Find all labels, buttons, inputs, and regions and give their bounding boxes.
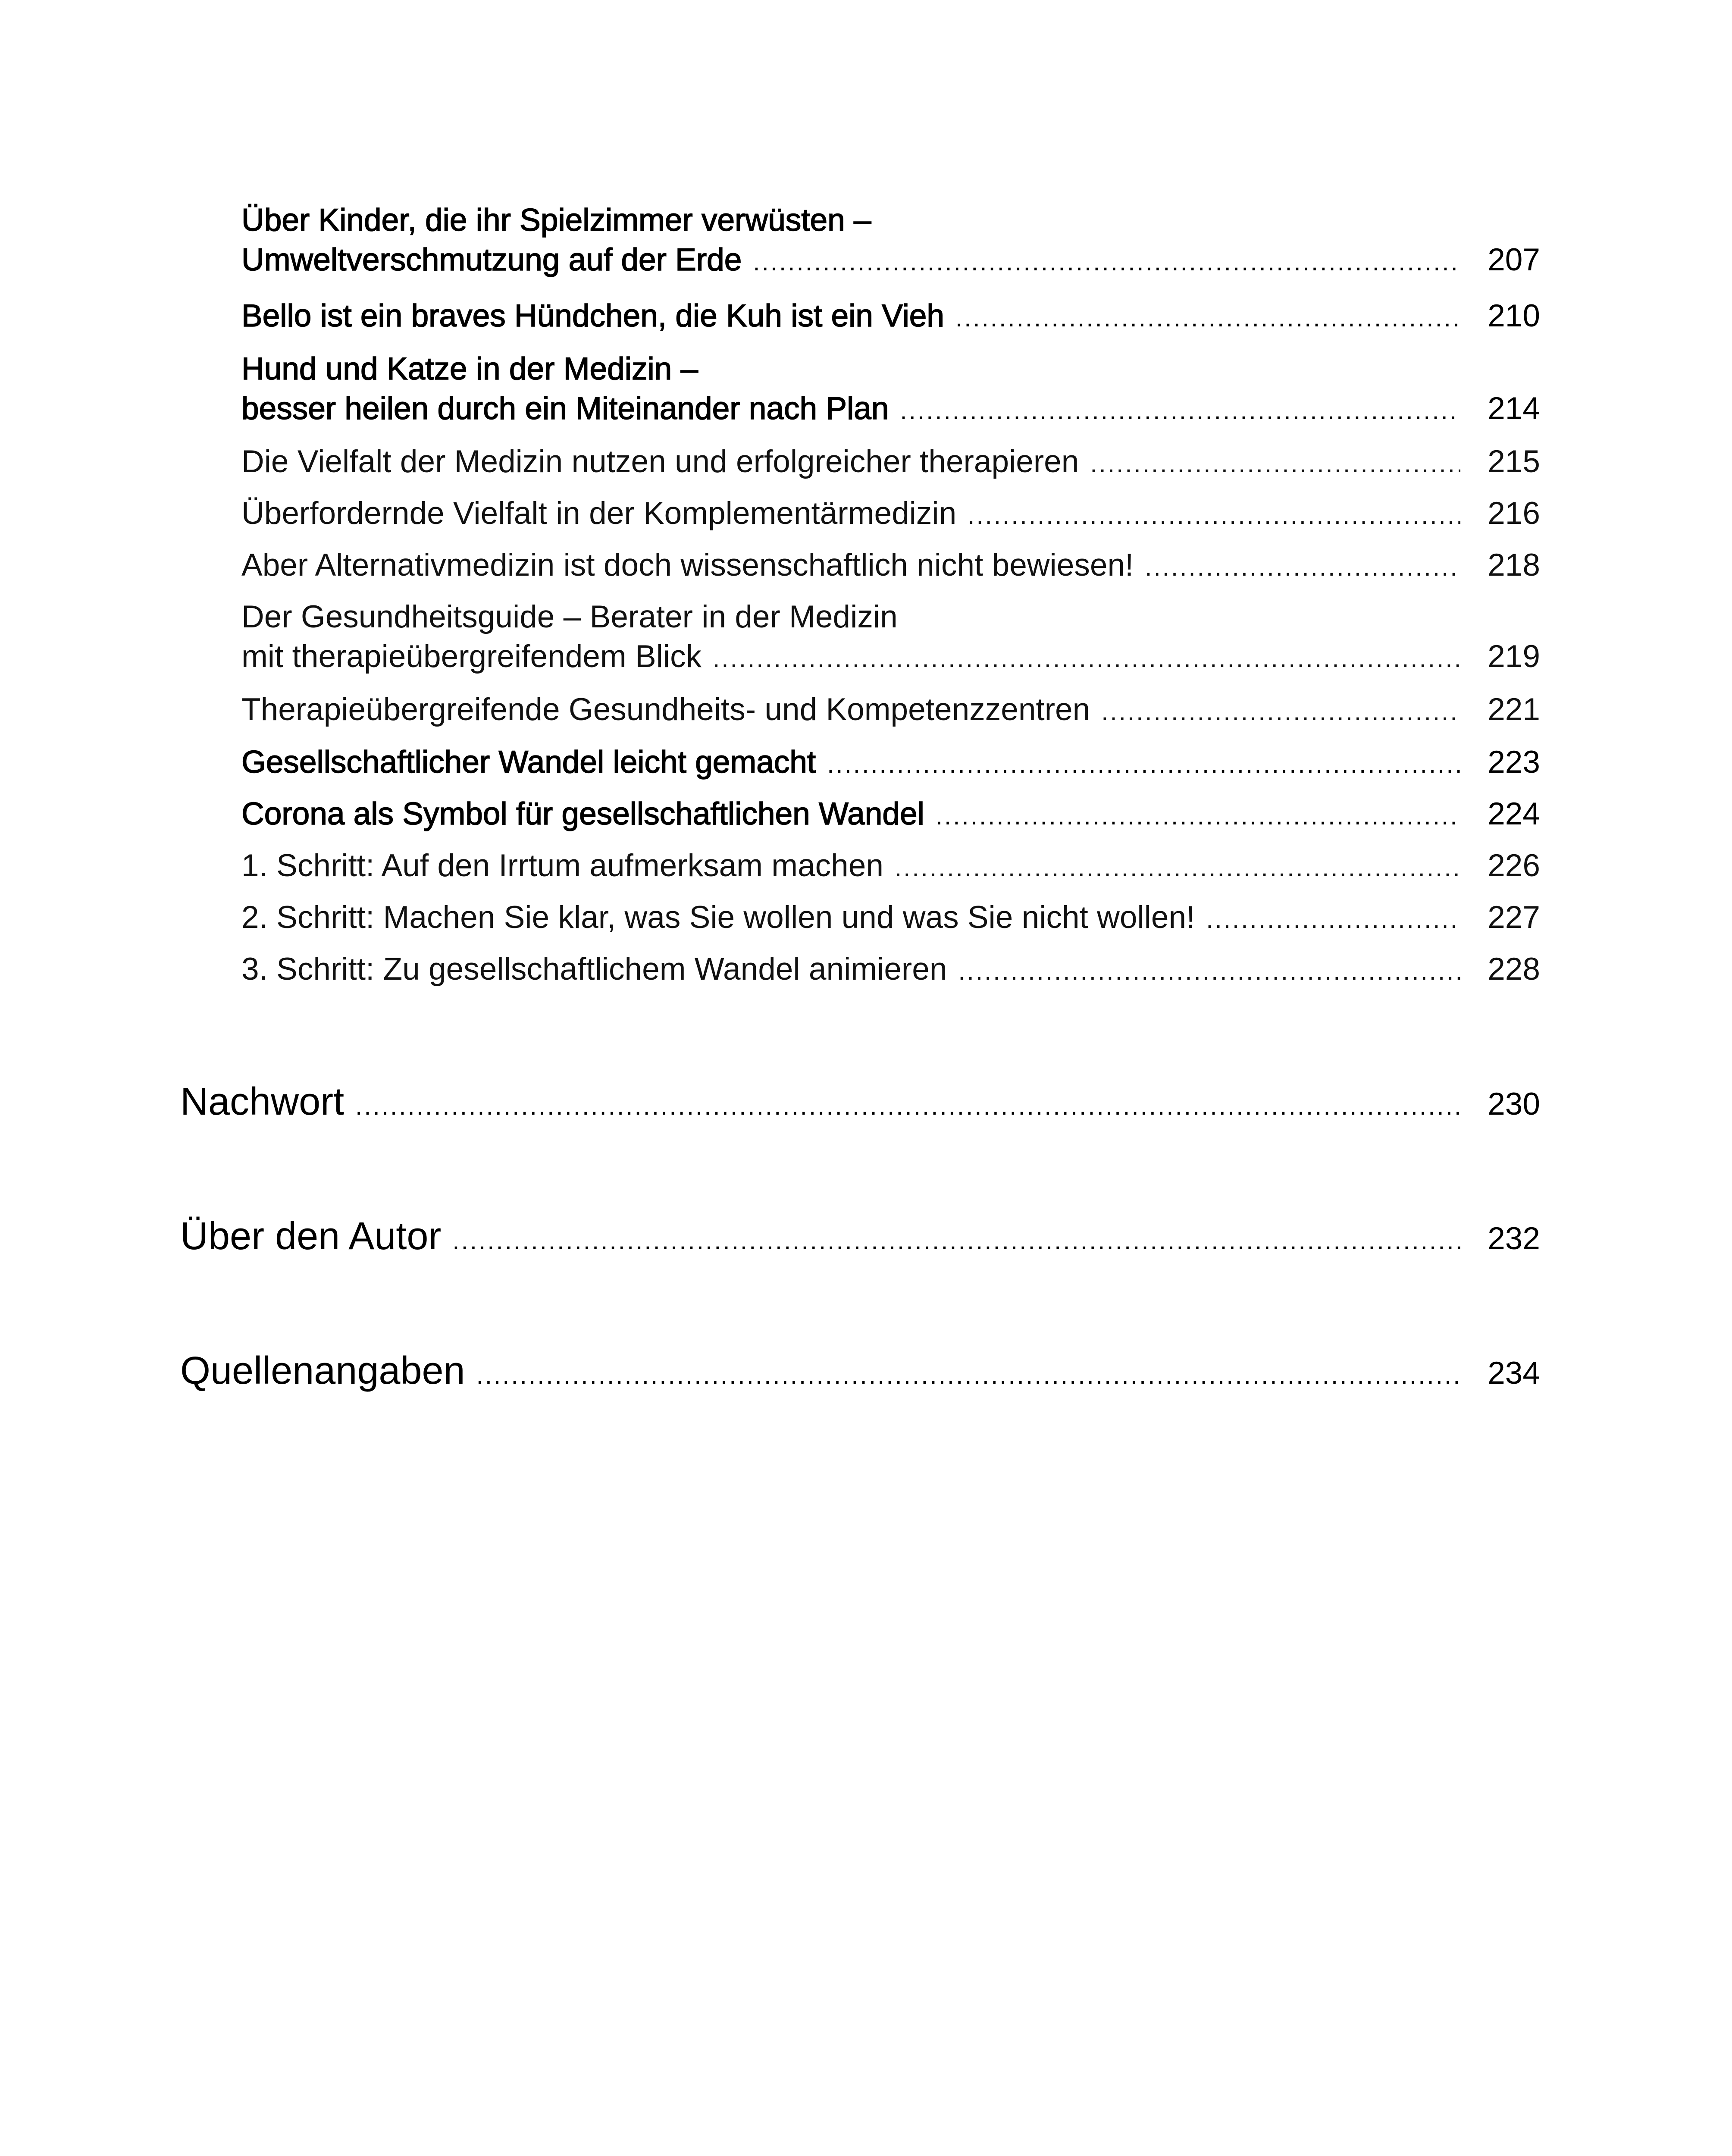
toc-entry-page: 227: [1488, 900, 1540, 935]
dot-leader: [958, 952, 1460, 991]
toc-entry-page: 214: [1488, 391, 1540, 426]
toc-entry[interactable]: [241, 442, 1540, 484]
dot-leader: [1145, 548, 1460, 587]
dot-leader: [968, 496, 1460, 536]
toc-entry-title-line1: Hund und Katze in der Medizin –: [241, 351, 698, 386]
toc-entry-title-line1: Der Gesundheitsguide – Berater in der Medizin: [241, 599, 898, 634]
toc-entry-page: 218: [1488, 548, 1540, 583]
toc-chapter[interactable]: [180, 1347, 1540, 1399]
toc-entry[interactable]: [241, 494, 1540, 536]
toc-entry-page: 216: [1488, 496, 1540, 531]
toc-chapter-title: Über den Autor: [180, 1215, 442, 1258]
toc-entry-title: Überfordernde Vielfalt in der Komplementärmedizin: [241, 496, 957, 531]
dot-leader: [936, 796, 1460, 836]
toc-entry-page: 210: [1488, 298, 1540, 333]
toc-entry-title: Bello ist ein braves Hündchen, die Kuh ist ein Vieh: [241, 298, 944, 333]
toc-entry-title: 3. Schritt: Zu gesellschaftlichem Wandel animieren: [241, 952, 947, 987]
toc-entry[interactable]: [241, 794, 1540, 836]
toc-entry-title: Aber Alternativmedizin ist doch wissenschaftlich nicht bewiesen!: [241, 548, 1134, 583]
toc-chapter-page: 234: [1488, 1356, 1540, 1391]
dot-leader: [355, 1083, 1460, 1130]
toc-entry-page: 224: [1488, 796, 1540, 831]
toc-entry-title: Umweltverschmutzung auf der Erde: [241, 242, 742, 277]
toc-entry[interactable]: [241, 950, 1540, 991]
dot-leader: [452, 1217, 1460, 1265]
dot-leader: [753, 242, 1460, 282]
toc-entry-title: Die Vielfalt der Medizin nutzen und erfolgreicher therapieren: [241, 444, 1079, 479]
dot-leader: [1090, 444, 1460, 484]
toc-entry[interactable]: [241, 597, 1540, 679]
toc-entry[interactable]: [241, 898, 1540, 940]
toc-entry-title-line1: Über Kinder, die ihr Spielzimmer verwüsten –: [241, 203, 871, 238]
toc-entry-page: 223: [1488, 745, 1540, 780]
dot-leader: [895, 848, 1460, 888]
toc-chapter-title: Quellenangaben: [180, 1349, 465, 1392]
toc-chapter-page: 232: [1488, 1221, 1540, 1256]
toc-entry-page: 215: [1488, 444, 1540, 479]
toc-entry-page: 221: [1488, 692, 1540, 727]
dot-leader: [900, 391, 1461, 431]
toc-entry[interactable]: [241, 349, 1540, 431]
toc-entry[interactable]: [241, 743, 1540, 784]
toc-entry-title: Therapieübergreifende Gesundheits- und Kompetenzzentren: [241, 692, 1090, 727]
toc-entry-title: 1. Schritt: Auf den Irrtum aufmerksam machen: [241, 848, 883, 883]
toc-entry-title: Gesellschaftlicher Wandel leicht gemacht: [241, 745, 816, 780]
toc-entry-page: 228: [1488, 952, 1540, 987]
dot-leader: [1206, 900, 1460, 940]
toc-chapter[interactable]: [180, 1078, 1540, 1130]
toc-chapter-page: 230: [1488, 1087, 1540, 1122]
dot-leader: [476, 1352, 1460, 1399]
toc-entry-page: 226: [1488, 848, 1540, 883]
toc-entry-page: 219: [1488, 639, 1540, 674]
dot-leader: [1101, 692, 1460, 732]
toc-entry-title: Corona als Symbol für gesellschaftlichen Wandel: [241, 796, 924, 831]
toc-entry-page: 207: [1488, 242, 1540, 277]
toc-entry-title: mit therapieübergreifendem Blick: [241, 639, 702, 674]
toc-entry-title: besser heilen durch ein Miteinander nach Plan: [241, 391, 889, 426]
toc-entry-title: 2. Schritt: Machen Sie klar, was Sie wollen und was Sie nicht wollen!: [241, 900, 1195, 935]
dot-leader: [955, 298, 1460, 338]
toc-chapter-title: Nachwort: [180, 1080, 345, 1123]
toc-entry[interactable]: [241, 846, 1540, 888]
toc-entry[interactable]: [241, 201, 1540, 282]
dot-leader: [827, 745, 1460, 784]
toc-chapter[interactable]: [180, 1213, 1540, 1265]
toc-entry[interactable]: [241, 545, 1540, 587]
toc-entry[interactable]: [241, 690, 1540, 732]
dot-leader: [713, 639, 1460, 679]
toc-entry[interactable]: [241, 296, 1540, 338]
